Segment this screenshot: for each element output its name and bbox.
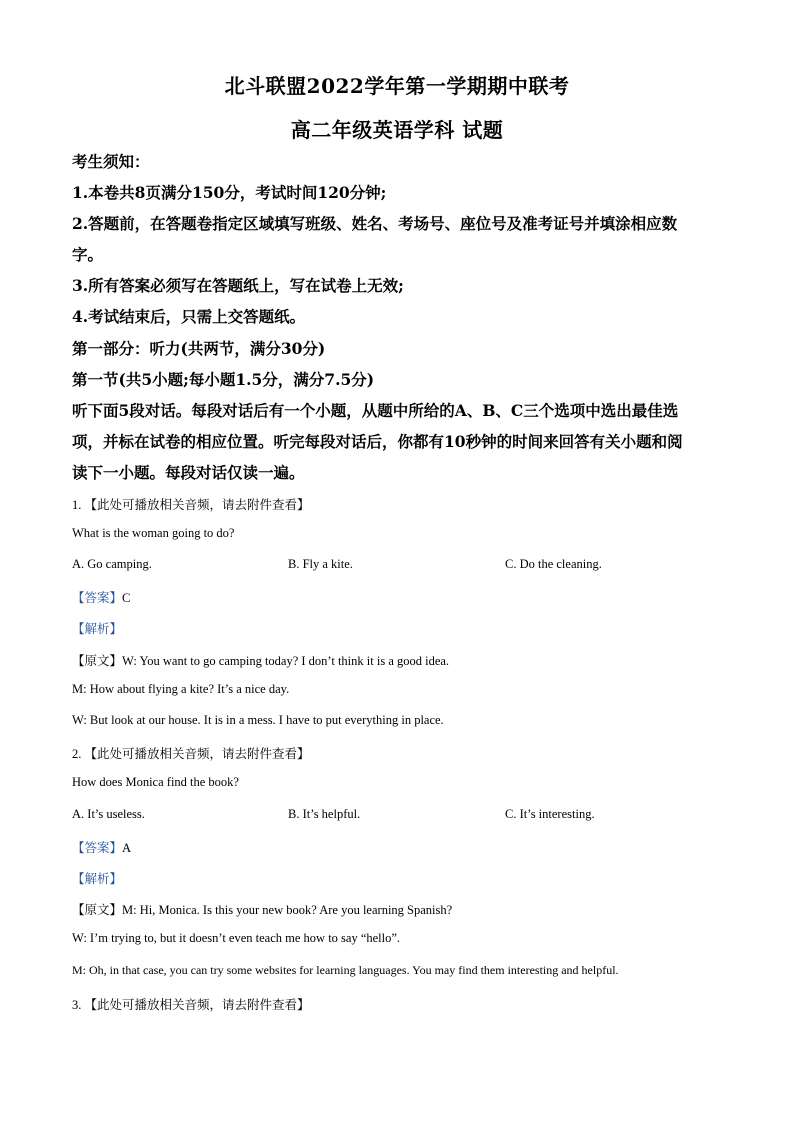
question-1-transcript-line: [72, 651, 449, 669]
notice-heading: 考生须知：: [72, 152, 150, 171]
question-1-analysis: [72, 619, 122, 637]
page-title: 北斗联盟2022学年第一学期期中联考: [224, 74, 570, 98]
question-1-header: [72, 495, 310, 513]
question-1-answer: [72, 588, 130, 606]
transcript-text: W: You want to go camping today? I don’t think it is a good idea.: [122, 654, 450, 668]
instruction-line: 读下一小题。每段对话仅读一遍。: [72, 463, 305, 482]
notice-item: 2.答题前，在答题卷指定区域填写班级、姓名、考场号、座位号及准考证号并填涂相应数: [72, 214, 678, 233]
question-1-option-b: B. Fly a kite.: [288, 557, 353, 571]
question-2-option-a: A. It’s useless.: [72, 807, 145, 821]
question-1-text: What is the woman going to do?: [72, 526, 235, 540]
question-2-answer: [72, 838, 131, 856]
audio-note: 【此处可播放相关音频，请去附件查看】: [84, 497, 310, 512]
question-1-transcript-line: W: But look at our house. It is in a mess. I have to put everything in place.: [72, 713, 444, 727]
question-1-option-a: A. Go camping.: [72, 557, 152, 571]
question-2-transcript-line: [72, 900, 452, 918]
analysis-tag: 【解析】: [72, 621, 123, 636]
instruction-line: 项，并标在试卷的相应位置。听完每段对话后，你都有10秒钟的时间来回答有关小题和阅: [72, 432, 683, 451]
audio-note: 【此处可播放相关音频，请去附件查看】: [84, 746, 310, 761]
question-2-header: [72, 744, 310, 762]
question-1-transcript-line: M: How about flying a kite? It’s a nice day.: [72, 682, 290, 696]
audio-note: 【此处可播放相关音频，请去附件查看】: [84, 997, 310, 1012]
answer-tag: 【答案】: [72, 590, 123, 605]
source-tag: 【原文】: [72, 902, 123, 917]
notice-item: 3.所有答案必须写在答题纸上，写在试卷上无效;: [72, 276, 404, 295]
answer-value: C: [122, 591, 131, 605]
question-2-option-c: C. It’s interesting.: [505, 807, 595, 821]
question-2-analysis: [72, 869, 122, 887]
question-2-option-b: B. It’s helpful.: [288, 807, 361, 821]
answer-value: A: [122, 841, 132, 855]
notice-item: 字。: [72, 245, 104, 264]
question-2-text: How does Monica find the book?: [72, 775, 239, 789]
question-2-transcript-line: W: I’m trying to, but it doesn’t even teach me how to say “hello”.: [72, 931, 401, 945]
question-2-transcript-line: M: Oh, in that case, you can try some websites for learning languages. You may find them interesting and helpful.: [72, 963, 619, 977]
question-1-option-c: C. Do the cleaning.: [505, 557, 602, 571]
instruction-line: 听下面5段对话。每段对话后有一个小题，从题中所给的A、B、C三个选项中选出最佳选: [72, 401, 679, 420]
section-subsection: 第一节(共5小题;每小题1.5分，满分7.5分): [72, 370, 375, 389]
question-number: 2.: [72, 747, 82, 761]
question-number: 1.: [72, 498, 82, 512]
answer-tag: 【答案】: [72, 840, 123, 855]
page-subtitle: 高二年级英语学科 试题: [290, 118, 504, 142]
transcript-text: M: Hi, Monica. Is this your new book? Are you learning Spanish?: [122, 903, 453, 917]
analysis-tag: 【解析】: [72, 871, 123, 886]
source-tag: 【原文】: [72, 653, 123, 668]
notice-item: 1.本卷共8页满分150分，考试时间120分钟;: [72, 183, 387, 202]
question-3-header: [72, 995, 310, 1013]
notice-item: 4.考试结束后，只需上交答题纸。: [72, 307, 306, 326]
question-number: 3.: [72, 998, 82, 1012]
section-part: 第一部分：听力(共两节，满分30分): [72, 339, 326, 358]
